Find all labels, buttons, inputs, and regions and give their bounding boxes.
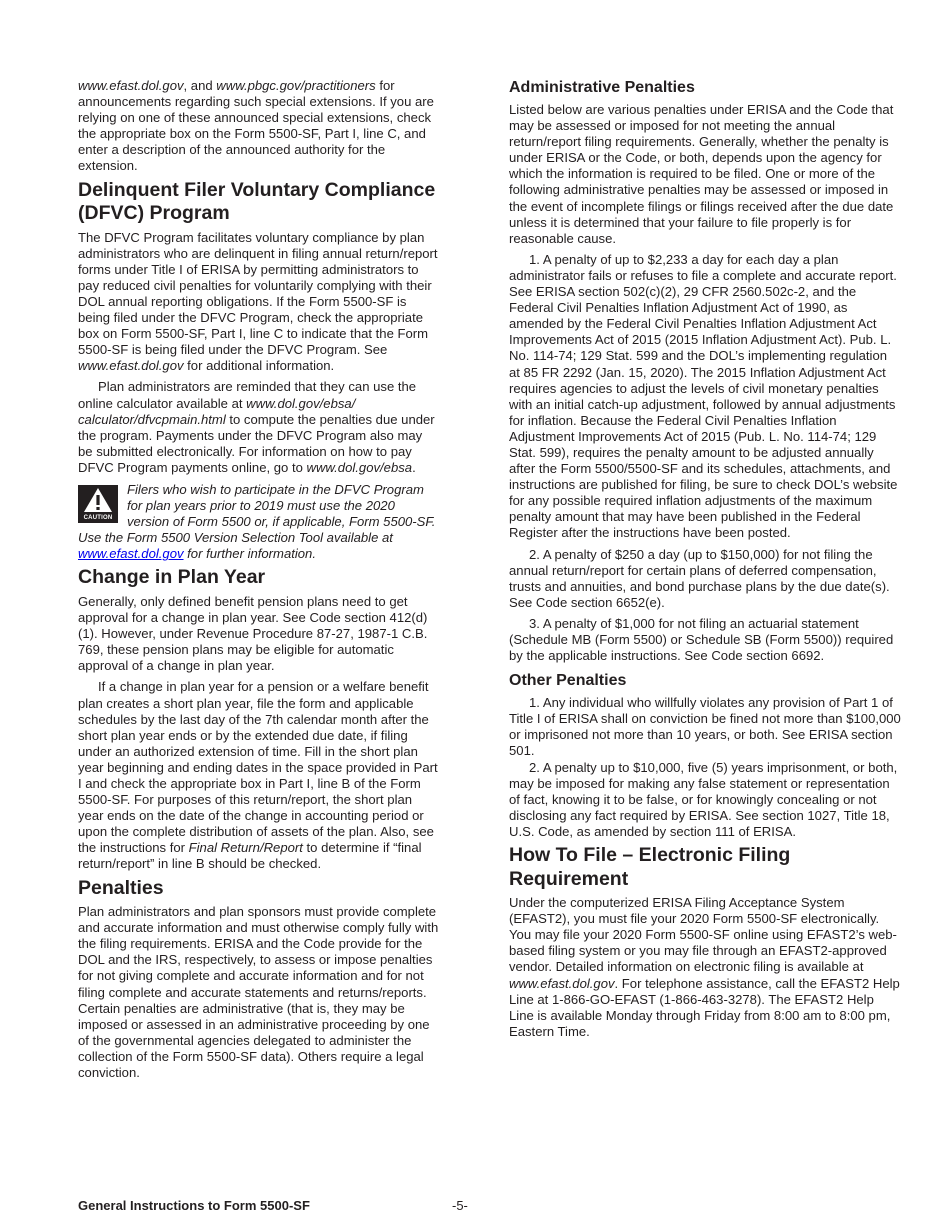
admin-item-2: 2. A penalty of $250 a day (up to $150,000) for not filing the annual return/report for certain plans of deferred compensation, trusts and annuities, and bond purchase plans by the due date(s). See Code section 6652(e). <box>509 546 890 610</box>
page-number: -5- <box>452 1198 468 1213</box>
caution-label: CAUTION <box>83 514 113 521</box>
penalties-heading: Penalties <box>78 876 164 899</box>
penalties-paragraph: Plan administrators and plan sponsors must provide complete and accurate information and must otherwise comply fully with the filing requirements. ERISA and the Code provide for the DOL and the IRS, respectively, to assess or impose penalties for not giving complete and accurate information and for not filing complete and accurate statements and returns/reports. Certain penalties are administrative (that is, they may be imposed or assessed in an administrative proceeding by one of the governmental agencies delegated to administer the collection of the Form 5500-SF data). Others require a legal conviction. <box>78 904 439 1080</box>
caution-icon <box>78 485 118 523</box>
caution-link-efast[interactable]: www.efast.dol.gov <box>78 546 184 562</box>
other-item-2: 2. A penalty up to $10,000, five (5) years imprisonment, or both, may be imposed for making any false statement or representation of fact, knowing it to be false, or for knowingly concealing or not disclosing any fact required by ERISA. See section 1027, Title 18, U.S. Code, as amended by section 111 of ERISA. <box>509 759 898 839</box>
change-plan-year-heading: Change in Plan Year <box>78 566 266 589</box>
how-to-file-heading: How To File – Electronic Filing Requirement <box>509 844 791 890</box>
dfvc-paragraph-1: The DFVC Program facilitates voluntary compliance by plan administrators who are delinquent in filing annual return/report forms under Title I of ERISA by permitting administrators to pay reduced civil penalties for voluntarily complying with their DOL annual reporting obligations. If the Form 5500-SF is being filed under the DFVC Program, check the appropriate box on Form 5500-SF, Part I, line C to indicate that the Form 5500-SF is being filed under the DFVC Program. See www.efast.dol.gov for additional information. <box>78 229 438 374</box>
caution-text: Filers who wish to participate in the DFVC Program for plan years prior to 2019 must use the 2020 version of Form 5500 or, if applicable, Form 5500-SF. Use the Form 5500 Version Selection Tool available at www.efast.dol.gov for further information. <box>78 481 436 562</box>
admin-item-1: 1. A penalty of up to $2,233 a day for each day a plan administrator fails or refuses to file a complete and accurate report. See ERISA section 502(c)(2), 29 CFR 2560.502c-2, and the Federal Civil Penalties Inflation Adjustment Act of 1990, as amended by the Federal Civil Penalties Inflation Adjustment Act Improvements Act of 2015 (2015 Inflation Adjustment Act). Pub. L. No. 114-74; 129 Stat. 599 and the DOL’s implementing regulation at 85 FR 2292 (Jan. 15, 2020). The 2015 Inflation Adjustment Act requires agencies to adjust the levels of civil monetary penalties with an initial catch-up adjustment, followed by annual adjustments for inflation. Because the Federal Civil Penalties Inflation Adjustment Improvements Act of 2015 (Pub. L. No. 114-74; 129 Stat. 599), requires the penalty amount to be adjusted annually after the Form 5500/5500-SF and its schedules, attachments, and instructions are published for filing, be sure to check DOL’s website for any possible required inflation adjustments of the maximum penalty amount that may have been published in the Federal Register after the instructions have been posted. <box>509 251 898 541</box>
administrative-penalties-heading: Administrative Penalties <box>509 79 695 96</box>
left-column <box>78 78 440 1081</box>
dfvc-heading: Delinquent Filer Voluntary Compliance (DFVC) Program <box>78 178 436 225</box>
admin-paragraph: Listed below are various penalties under ERISA and the Code that may be assessed or imposed for not meeting the annual return/report filing requirements. Generally, whether the penalty is under ERISA or the Code, or both, depends upon the agency for which the information is required to be filed. One or more of the following administrative penalties may be assessed or imposed in the event of incomplete filings or filings received after the due date unless it is determined that your failure to file properly is for reasonable cause. <box>509 102 894 246</box>
other-penalties-heading: Other Penalties <box>509 672 627 690</box>
caution-note <box>78 482 440 562</box>
change-paragraph-1: Generally, only defined benefit pension plans need to get approval for a change in plan year. See Code section 412(d)(1). However, under Revenue Procedure 87-27, 1987-1 C.B. 769, these pension plans may be eligible for automatic approval of a change in plan year. <box>78 593 428 674</box>
how-to-file-paragraph: Under the computerized ERISA Filing Acceptance System (EFAST2), you must file your 2020 Form 5500-SF electronically. You may file your 2020 Form 5500-SF online using EFAST2’s web-based filing system or you may file through an EFAST2-approved vendor. Detailed information on electronic filing is available at www.efast.dol.gov. For telephone assistance, call the EFAST2 Help Line at 1-866-GO-EFAST (1-866-463-3278). The EFAST2 Help Line is available Monday through Friday from 8:00 am to 8:00 pm, Eastern Time. <box>509 895 900 1039</box>
change-paragraph-2: If a change in plan year for a pension or a welfare benefit plan creates a short plan year, file the form and applicable schedules by the last day of the 7th calendar month after the short plan year ends or by the extended due date, if filing under an authorized extension of time. Fill in the short plan year beginning and ending dates in the space provided in Part I and check the appropriate box in Part I, line B of the Form 5500-SF. For purposes of this return/report, the short plan year ends on the date of the change in accounting period or upon the complete distribution of assets of the plan. Also, see the instructions for Final Return/Report to determine if “final return/report” in line B should be checked. <box>78 679 438 872</box>
intro-url-efast: www.efast.dol.gov <box>78 78 184 93</box>
admin-item-3: 3. A penalty of $1,000 for not filing an actuarial statement (Schedule MB (Form 5500) or Schedule SB (Form 5500)) required by the applicable instructions. See Code section 6692. <box>509 615 894 664</box>
other-item-1: 1. Any individual who willfully violates any provision of Part 1 of Title I of ERISA shall on conviction be fined not more than $100,000 or imprisoned not more than 10 years, or both. See ERISA section 501. <box>509 695 901 759</box>
footer-title: General Instructions to Form 5500-SF <box>78 1198 310 1213</box>
intro-url-pbgc: www.pbgc.gov/practitioners <box>216 78 376 93</box>
right-column <box>509 78 901 1040</box>
dfvc-paragraph-2: Plan administrators are reminded that they can use the online calculator available at www.dol.gov/ebsa/ calculator/dfvcpmain.html to compute the penalties due under the program. Payments under the DFVC Program also may be submitted electronically. For information on how to pay DFVC Program payments online, go to www.dol.gov/ebsa. <box>78 379 435 475</box>
intro-paragraph: www.efast.dol.gov, and www.pbgc.gov/practitioners for announcements regarding such special extensions. If you are relying on one of these announced special extensions, check the appropriate box on the Form 5500-SF, Part I, line C, and enter a description of the announced authority for the extension. <box>78 78 434 174</box>
